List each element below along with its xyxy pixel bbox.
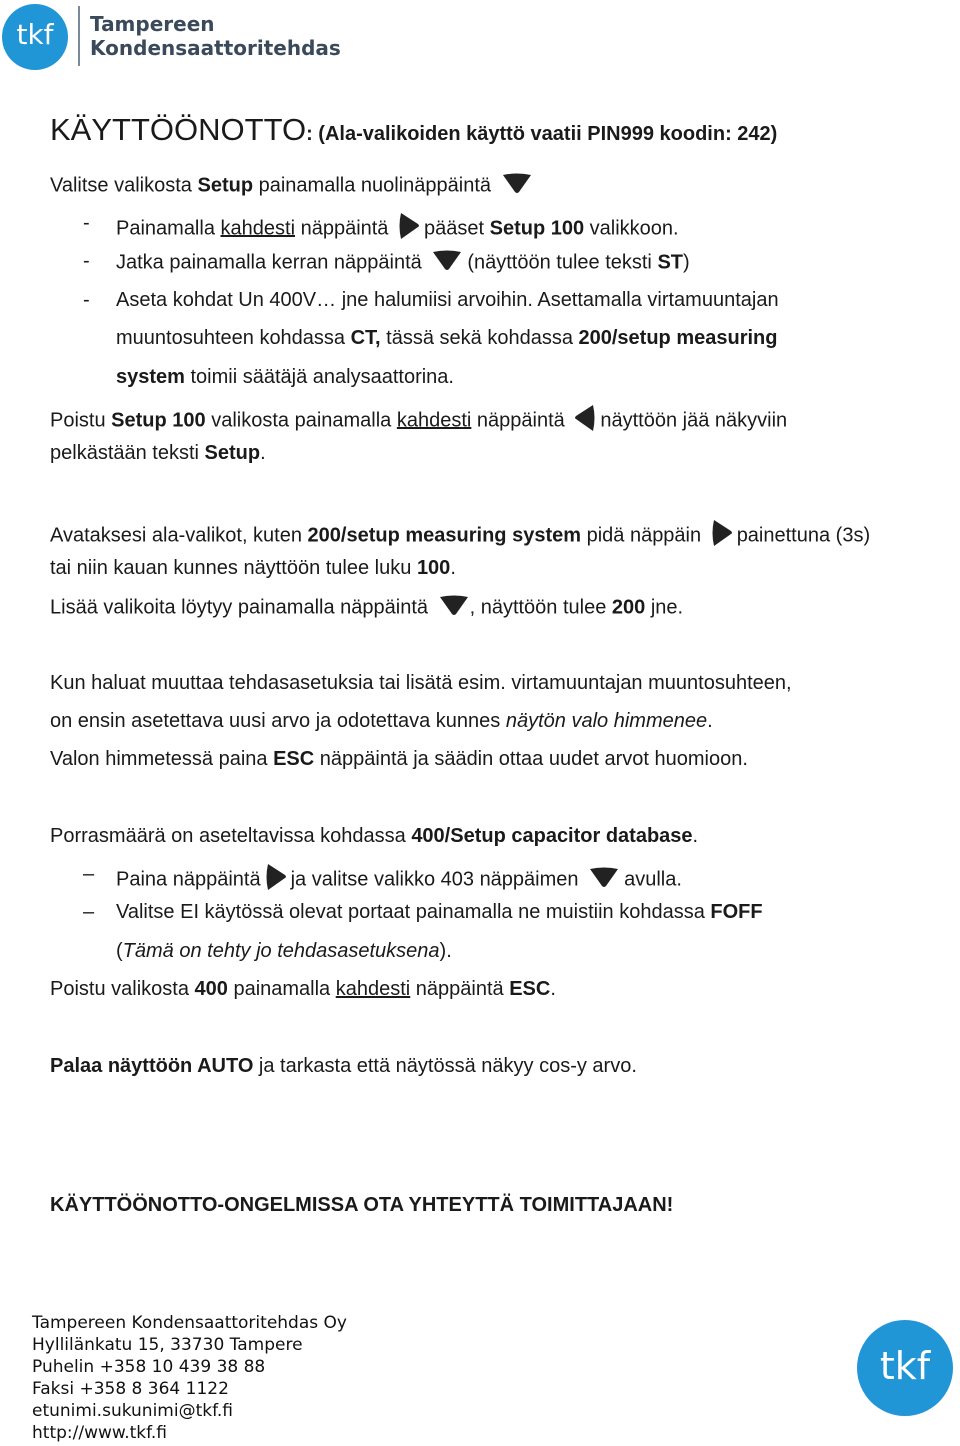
down-arrow-key-icon [501, 172, 533, 200]
s2-line2: tai niin kauan kunnes näyttöön tulee luku 100. [50, 557, 456, 579]
header-divider [78, 6, 80, 66]
tkf-logo-text: tkf [16, 18, 54, 51]
title-main: KÄYTTÖÖNOTTO [50, 112, 307, 147]
s1-intro: Valitse valikosta Setup painamalla nuolinäppäintä [50, 172, 537, 200]
s4-bullet2-line1: Valitse EI käytössä olevat portaat painamalla ne muistiin kohdassa FOFF [116, 901, 763, 923]
footer-logo-circle [857, 1320, 953, 1416]
right-arrow-key-icon [398, 211, 420, 247]
footer-fax: Faksi +358 8 364 1122 [32, 1379, 229, 1399]
footer-address: Hyllilänkatu 15, 33730 Tampere [32, 1335, 303, 1355]
s4-exit: Poistu valikosta 400 painamalla kahdesti näppäintä ESC. [50, 978, 556, 1000]
page-title [50, 114, 777, 150]
s4-line1: Porrasmäärä on aseteltavissa kohdassa 400/Setup capacitor database. [50, 825, 699, 847]
company-name-line1: Tampereen [90, 12, 215, 36]
s1-bullet1: Painamalla kahdesti näppäintä pääset Setup 100 valikkoon. [116, 211, 679, 247]
s1-exit-line1: Poistu Setup 100 valikosta painamalla kahdesti näppäintä näyttöön jää näkyviin [50, 403, 787, 439]
s2-line3: Lisää valikoita löytyy painamalla näppäintä , näyttöön tulee 200 jne. [50, 594, 683, 622]
down-arrow-key-icon [438, 594, 470, 622]
s4-bullet2-line2: (Tämä on tehty jo tehdasasetuksena). [116, 940, 452, 962]
bullet-dash: – [83, 863, 95, 885]
down-arrow-key-icon [588, 866, 620, 894]
s5-line1: Palaa näyttöön AUTO ja tarkasta että näytössä näkyy cos-y arvo. [50, 1055, 637, 1077]
left-arrow-key-icon [574, 403, 596, 439]
bullet-dash: – [83, 901, 95, 923]
s2-line1: Avataksesi ala-valikot, kuten 200/setup measuring system pidä näppäin painettuna (3s) [50, 518, 870, 554]
company-name-line2: Kondensaattoritehdas [90, 36, 341, 60]
s3-line3: Valon himmetessä paina ESC näppäintä ja säädin ottaa uudet arvot huomioon. [50, 748, 748, 770]
warning-text: KÄYTTÖÖNOTTO-ONGELMISSA OTA YHTEYTTÄ TOIMITTAJAAN! [50, 1194, 674, 1216]
s1-bullet2: Jatka painamalla kerran näppäintä (näyttöön tulee teksti ST) [116, 249, 690, 277]
s1-bullet3-line3: system toimii säätäjä analysaattorina. [116, 366, 454, 388]
bullet-dash: - [83, 212, 90, 234]
s1-bullet3-line2: muuntosuhteen kohdassa CT, tässä sekä kohdassa 200/setup measuring [116, 327, 778, 349]
tkf-logo-circle [2, 4, 68, 70]
bullet-dash: - [83, 250, 90, 272]
right-arrow-key-icon [265, 862, 287, 898]
s1-bullet3-line1: Aseta kohdat Un 400V… jne halumiisi arvoihin. Asettamalla virtamuuntajan [116, 289, 779, 311]
down-arrow-key-icon [431, 249, 463, 277]
footer-company: Tampereen Kondensaattoritehdas Oy [32, 1313, 347, 1333]
title-sub: : (Ala-valikoiden käyttö vaatii PIN999 koodin: 242) [306, 123, 778, 145]
footer-web: http://www.tkf.fi [32, 1423, 168, 1443]
footer-email: etunimi.sukunimi@tkf.fi [32, 1401, 233, 1421]
s3-line1: Kun haluat muuttaa tehdasasetuksia tai lisätä esim. virtamuuntajan muuntosuhteen, [50, 672, 792, 694]
s1-exit-line2: pelkästään teksti Setup. [50, 442, 266, 464]
bullet-dash: - [83, 289, 90, 311]
s4-bullet1: Paina näppäintä ja valitse valikko 403 näppäimen avulla. [116, 862, 682, 898]
s3-line2: on ensin asetettava uusi arvo ja odotettava kunnes näytön valo himmenee. [50, 710, 713, 732]
footer-logo-text: tkf [879, 1344, 931, 1388]
right-arrow-key-icon [711, 518, 733, 554]
footer-phone: Puhelin +358 10 439 38 88 [32, 1357, 266, 1377]
